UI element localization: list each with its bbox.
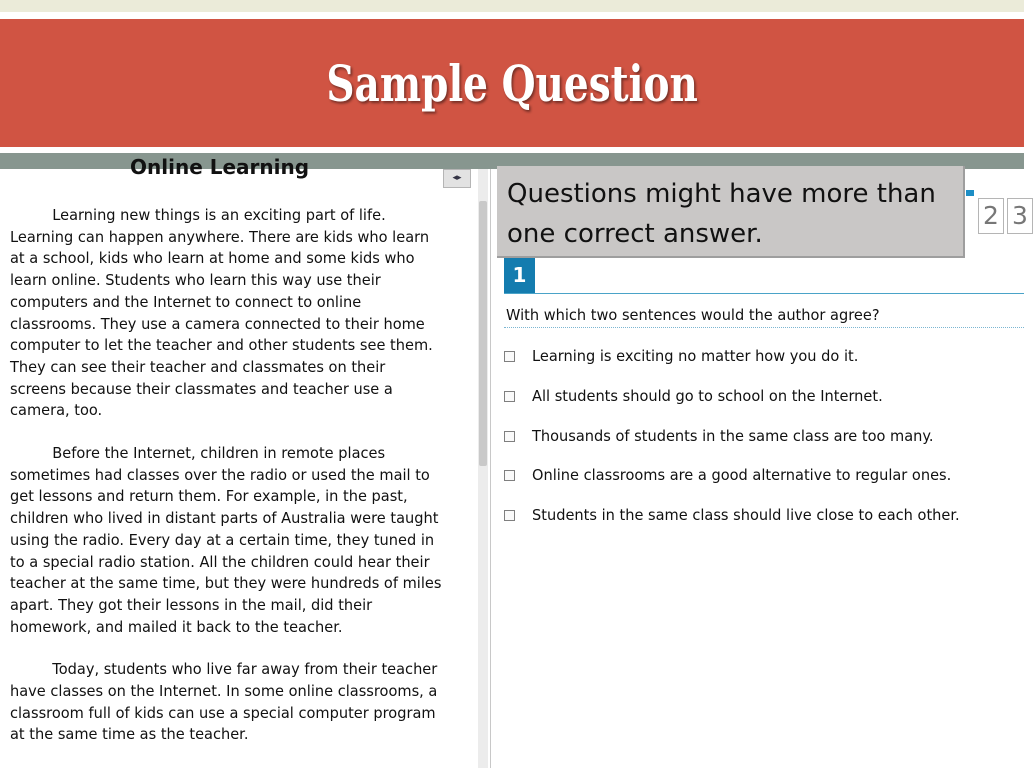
- question-stem: With which two sentences would the author agree?: [506, 306, 880, 324]
- checkbox[interactable]: [504, 470, 515, 481]
- answer-option-3[interactable]: [504, 425, 959, 447]
- top-strip: [0, 0, 1024, 12]
- passage-text: [10, 205, 442, 767]
- answer-option-5[interactable]: [504, 504, 987, 526]
- checkbox[interactable]: [504, 351, 515, 362]
- expand-arrows-icon[interactable]: ◂▸: [443, 169, 471, 188]
- slide-title: Sample Question: [326, 53, 698, 113]
- checkbox[interactable]: [504, 431, 515, 442]
- checkbox[interactable]: [504, 391, 515, 402]
- tab-accent: [966, 190, 974, 196]
- question-number-badge: 1: [504, 258, 535, 294]
- answer-label: All students should go to school on the Internet.: [532, 387, 883, 405]
- question-tab-2[interactable]: 2: [978, 198, 1004, 234]
- passage-paragraph: Before the Internet, children in remote places sometimes had classes over the radio or used the mail to get lessons and return them. For example, in the past, children who lived in distant parts of Australia were taught using the radio. Every day at a certain time, they tuned in to a special radio station. All the children could hear their teacher at the same time, but they were hundreds of miles apart. They got their lessons in the mail, did their homework, and mailed it back to the teacher.: [10, 444, 442, 636]
- answer-option-4[interactable]: [504, 464, 978, 486]
- answer-label: Thousands of students in the same class are too many.: [532, 427, 934, 445]
- passage-paragraph: Learning new things is an exciting part of life. Learning can happen anywhere. There are kids who learn at a school, kids who learn at home and some kids who learn online. Students who learn this way use their computers and the Internet to connect to online classrooms. They use a camera connected to their home computer to let the teacher and other students see them. They can see their teacher and classmates on their screens because their classmates and teacher use a camera, too.: [10, 206, 433, 420]
- passage-title: Online Learning: [130, 155, 310, 179]
- callout-note: Questions might have more than one correct answer.: [497, 166, 965, 258]
- answer-option-1[interactable]: [504, 345, 879, 367]
- passage-scroll-thumb[interactable]: [479, 201, 487, 466]
- answer-label: Students in the same class should live close to each other.: [532, 506, 960, 524]
- checkbox[interactable]: [504, 510, 515, 521]
- answer-label: Online classrooms are a good alternative to regular ones.: [532, 466, 952, 484]
- passage-pane: [0, 155, 491, 768]
- question-tab-3[interactable]: 3: [1007, 198, 1033, 234]
- stem-divider: [504, 327, 1024, 328]
- question-header-rule: [504, 293, 1024, 294]
- title-band: [0, 19, 1024, 147]
- answer-option-2[interactable]: [504, 385, 905, 407]
- answer-label: Learning is exciting no matter how you do it.: [532, 347, 859, 365]
- passage-paragraph: Today, students who live far away from their teacher have classes on the Internet. In some online classrooms, a classroom full of kids can use a special computer program at the same time as the teacher.: [10, 660, 438, 744]
